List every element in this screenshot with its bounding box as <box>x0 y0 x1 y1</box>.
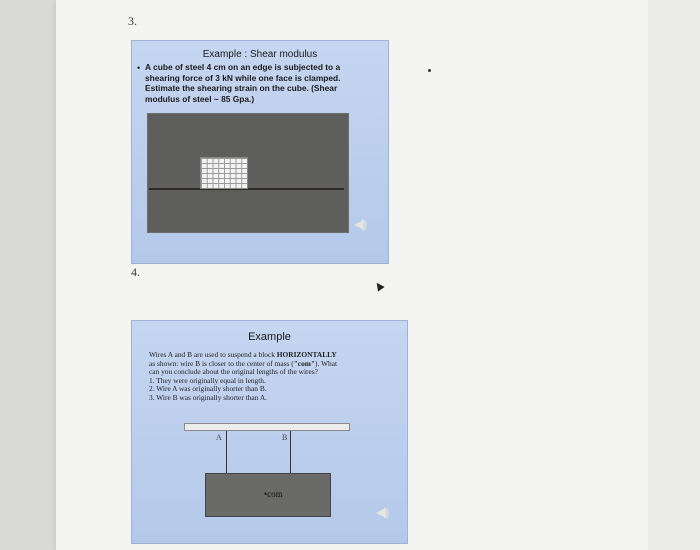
slide-title: Example : Shear modulus <box>202 49 318 60</box>
text-emphasis: HORIZONTALLY <box>276 350 337 359</box>
problem-text <box>145 62 383 104</box>
text-run: as shown: wire B is closer to the center of mass ( <box>149 358 294 368</box>
stray-mark <box>428 69 431 72</box>
slide-shear-modulus <box>131 40 389 264</box>
speaker-icon[interactable]: ◀)) <box>354 217 366 231</box>
wire-a <box>226 431 227 473</box>
cube-illustration <box>147 113 349 233</box>
problem-line: shearing force of 3 kN while one face is clamped. <box>145 72 341 83</box>
answer-option: 2. Wire A was originally shorter than B. <box>149 384 267 394</box>
wire-b <box>290 431 291 473</box>
speaker-icon[interactable]: ◀)) <box>376 505 388 519</box>
problem-line: modulus of steel ~ 85 Gpa.) <box>145 93 255 104</box>
bullet-marker: • <box>137 63 141 73</box>
page-margin <box>648 0 700 550</box>
wire-a-label: A <box>216 433 222 442</box>
problem-line: A cube of steel 4 cm on an edge is subjected to a <box>145 62 341 72</box>
center-of-mass-label: •com <box>264 489 283 499</box>
answer-option: 3. Wire B was originally shorter than A. <box>149 392 268 402</box>
item-number-4: 4. <box>131 265 140 279</box>
slide-title: Example <box>248 331 291 343</box>
problem-line: can you conclude about the original lengths of the wires? <box>149 367 318 377</box>
ceiling-support <box>184 423 350 431</box>
text-run: ). What <box>315 358 338 368</box>
answer-option: 1. They were originally equal in length. <box>149 375 266 385</box>
steel-cube-grid <box>200 157 248 189</box>
problem-text <box>149 351 399 403</box>
text-run: Wires A and B are used to suspend a block <box>149 350 277 359</box>
item-number-3: 3. <box>128 14 137 28</box>
slide-wires-example <box>131 320 408 544</box>
wire-b-label: B <box>282 433 288 442</box>
problem-line: Estimate the shearing strain on the cube. (Shear <box>145 83 338 94</box>
text-emphasis: "com" <box>293 358 316 368</box>
